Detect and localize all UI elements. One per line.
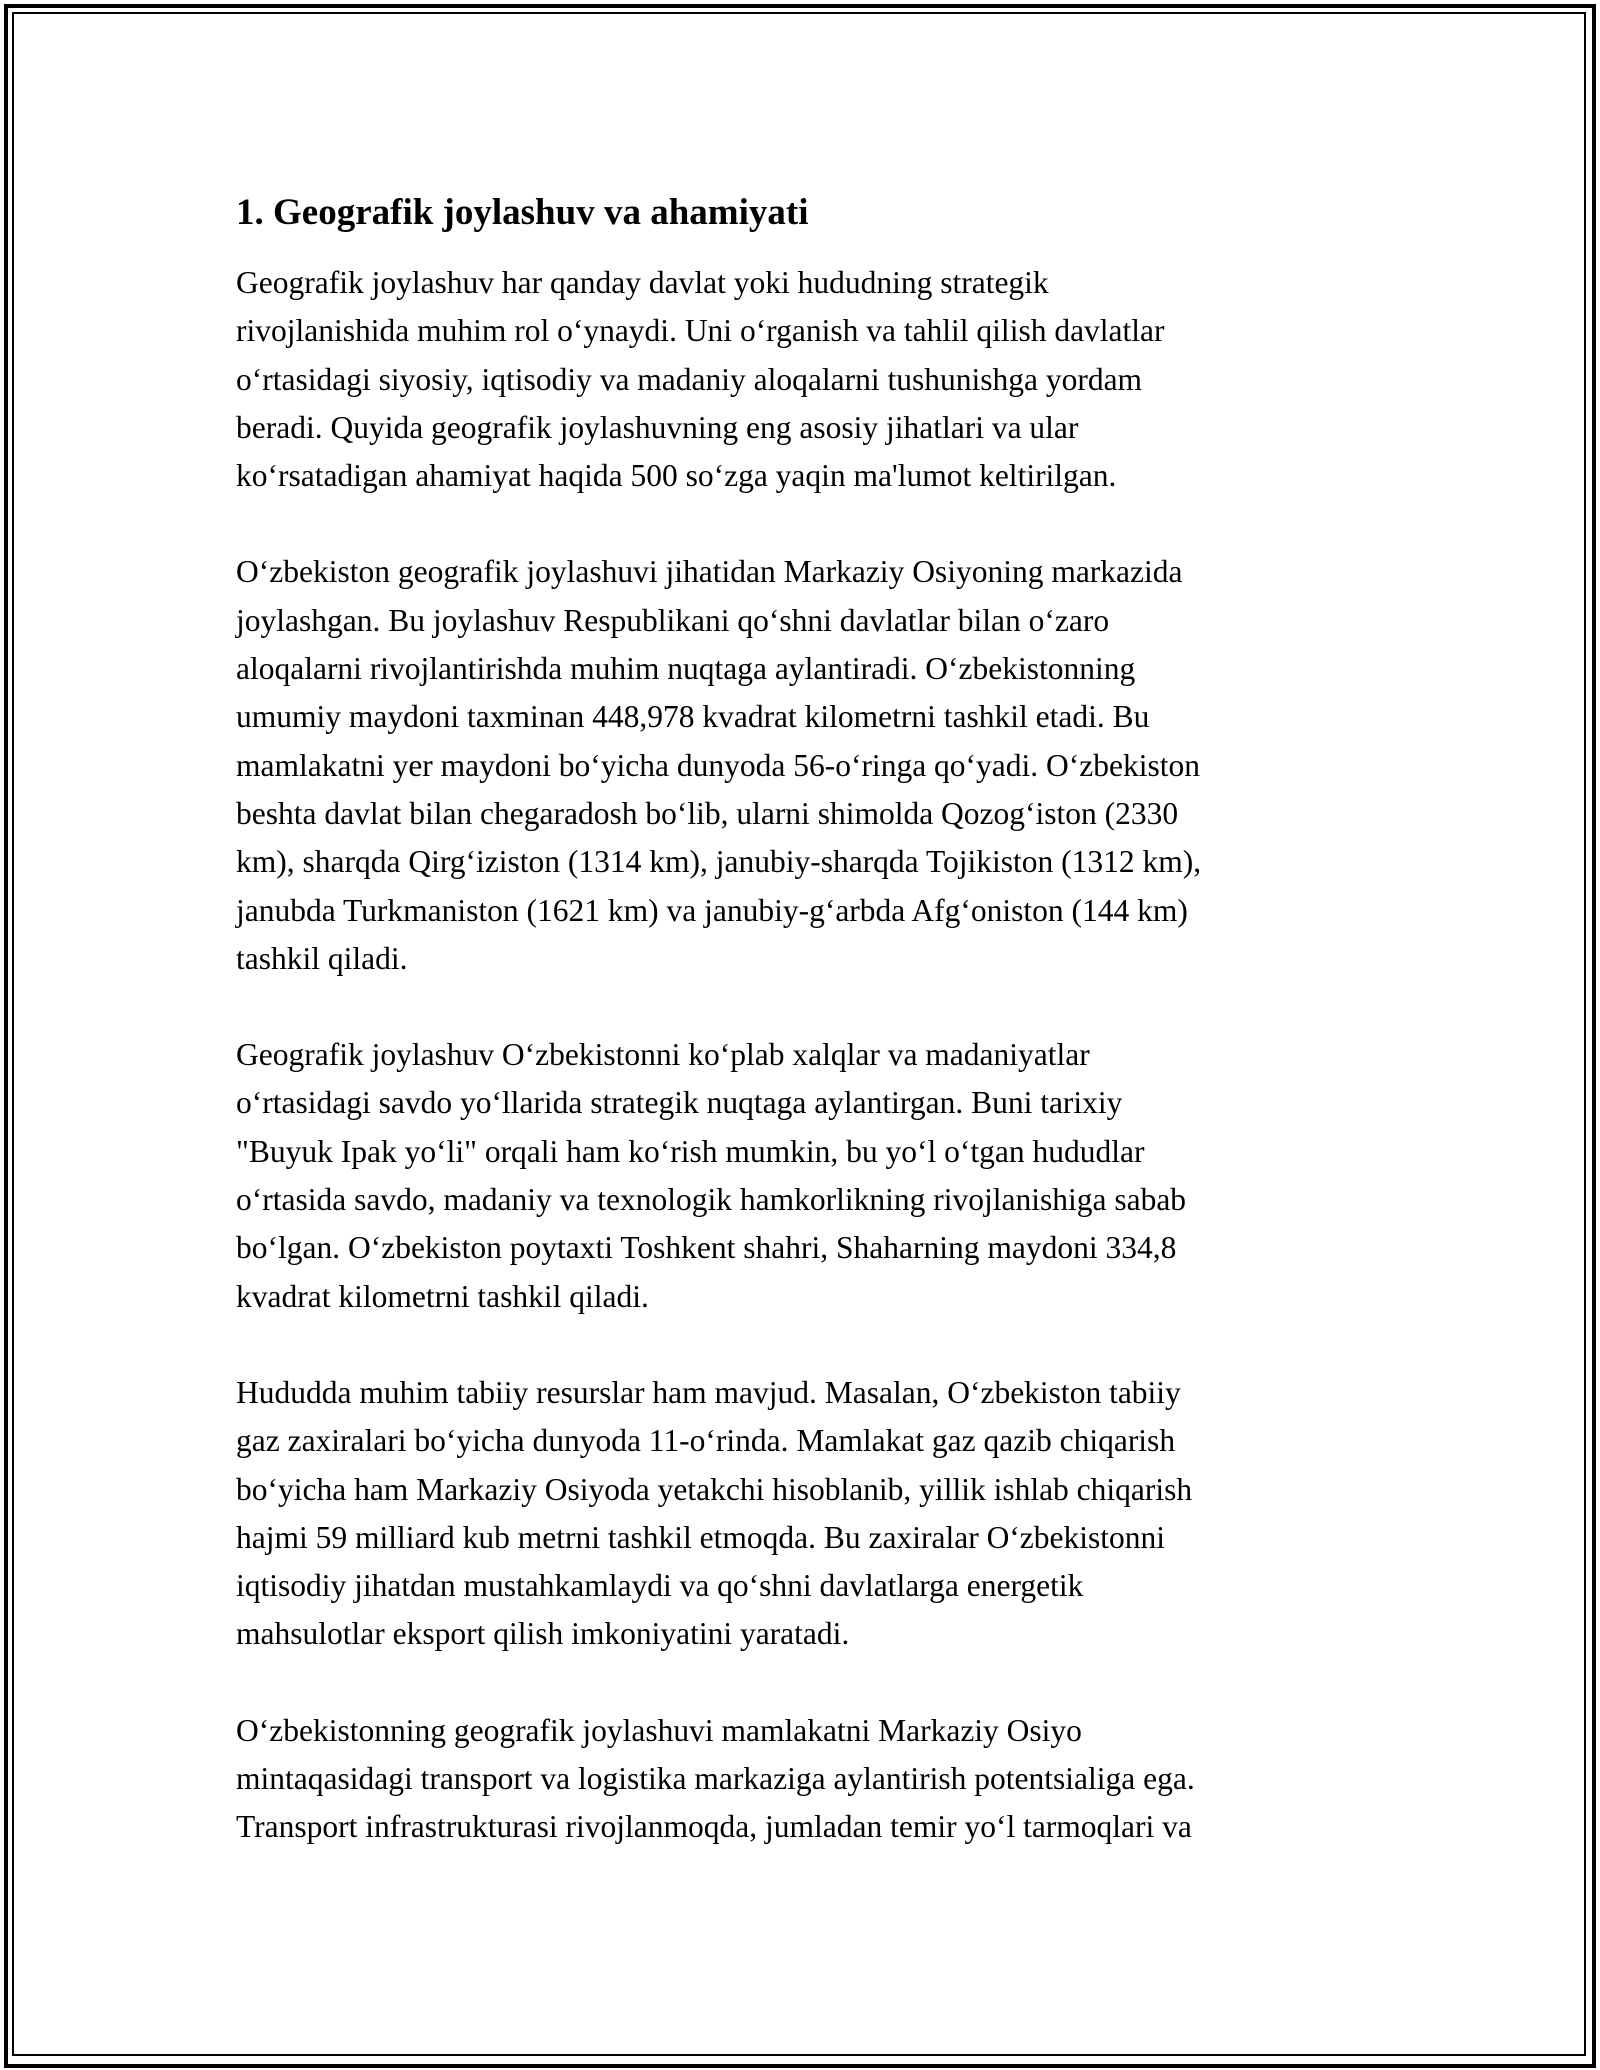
- text-line: bo‘yicha ham Markaziy Osiyoda yetakchi hisoblanib, yillik ishlab chiqarish: [236, 1471, 1193, 1507]
- text-line: umumiy maydoni taxminan 448,978 kvadrat kilometrni tashkil etadi. Bu: [236, 699, 1150, 735]
- text-line: o‘rtasidagi siyosiy, iqtisodiy va madaniy aloqalarni tushunishga yordam: [236, 361, 1143, 397]
- text-line: Hududda muhim tabiiy resurslar ham mavjud. Masalan, O‘zbekiston tabiiy: [236, 1374, 1181, 1410]
- paragraph-transport: [236, 1707, 1376, 1852]
- text-line: "Buyuk Ipak yo‘li" orqali ham ko‘rish mumkin, bu yo‘l o‘tgan hududlar: [236, 1133, 1145, 1169]
- text-line: Geografik joylashuv har qanday davlat yoki hududning strategik: [236, 265, 1049, 300]
- text-line: Transport infrastrukturasi rivojlanmoqda, jumladan temir yo‘l tarmoqlari va: [236, 1809, 1192, 1845]
- text-line: mintaqasidagi transport va logistika markaziga aylantirish potentsialiga ega.: [236, 1761, 1195, 1797]
- text-line: tashkil qiladi.: [236, 940, 408, 976]
- text-line: O‘zbekistonning geografik joylashuvi mamlakatni Markaziy Osiyo: [236, 1712, 1082, 1748]
- text-line: ko‘rsatadigan ahamiyat haqida 500 so‘zga yaqin ma'lumot keltirilgan.: [236, 458, 1117, 494]
- text-line: o‘rtasida savdo, madaniy va texnologik hamkorlikning rivojlanishiga sabab: [236, 1182, 1187, 1218]
- section-heading: 1. Geografik joylashuv va ahamiyati: [236, 192, 809, 233]
- text-line: O‘zbekiston geografik joylashuvi jihatidan Markaziy Osiyoning markazida: [236, 554, 1183, 590]
- text-line: mamlakatni yer maydoni bo‘yicha dunyoda 56-o‘ringa qo‘yadi. O‘zbekiston: [236, 747, 1200, 783]
- text-line: Geografik joylashuv O‘zbekistonni ko‘plab xalqlar va madaniyatlar: [236, 1037, 1090, 1073]
- text-line: aloqalarni rivojlantirishda muhim nuqtaga aylantiradi. O‘zbekistonning: [236, 651, 1136, 687]
- text-line: o‘rtasidagi savdo yo‘llarida strategik nuqtaga aylantirgan. Buni tarixiy: [236, 1085, 1123, 1121]
- text-line: hajmi 59 milliard kub metrni tashkil etmoqda. Bu zaxiralar O‘zbekistonni: [236, 1519, 1166, 1555]
- text-line: janubda Turkmaniston (1621 km) va janubiy-g‘arbda Afg‘oniston (144 km): [236, 892, 1188, 928]
- text-line: joylashgan. Bu joylashuv Respublikani qo‘shni davlatlar bilan o‘zaro: [236, 602, 1110, 638]
- text-line: beradi. Quyida geografik joylashuvning eng asosiy jihatlari va ular: [236, 409, 1079, 445]
- paragraph-location: [236, 548, 1376, 983]
- text-line: kvadrat kilometrni tashkil qiladi.: [236, 1278, 649, 1314]
- paragraph-natural-resources: [236, 1369, 1376, 1659]
- text-line: beshta davlat bilan chegaradosh bo‘lib, ularni shimolda Qozog‘iston (2330: [236, 795, 1179, 831]
- paragraph-trade-routes: [236, 1031, 1376, 1321]
- document-body: [236, 187, 1376, 1900]
- text-line: km), sharqda Qirg‘iziston (1314 km), janubiy-sharqda Tojikiston (1312 km),: [236, 844, 1202, 880]
- text-line: bo‘lgan. O‘zbekiston poytaxti Toshkent shahri, Shaharning maydoni 334,8: [236, 1230, 1177, 1266]
- text-line: mahsulotlar eksport qilish imkoniyatini yaratadi.: [236, 1616, 850, 1652]
- text-line: rivojlanishida muhim rol o‘ynaydi. Uni o‘rganish va tahlil qilish davlatlar: [236, 313, 1165, 349]
- text-line: gaz zaxiralari bo‘yicha dunyoda 11-o‘rinda. Mamlakat gaz qazib chiqarish: [236, 1423, 1176, 1459]
- paragraph-intro: [236, 259, 1376, 500]
- text-line: iqtisodiy jihatdan mustahkamlaydi va qo‘shni davlatlarga energetik: [236, 1568, 1084, 1604]
